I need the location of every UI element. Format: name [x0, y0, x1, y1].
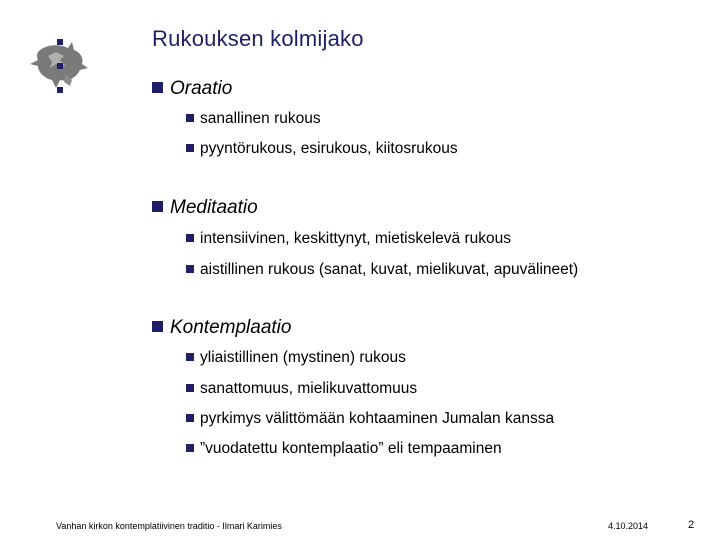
bullet-item: sanallinen rukous: [186, 110, 321, 128]
square-bullet-icon: [186, 265, 194, 273]
bullet-item: pyyntörukous, esirukous, kiitosrukous: [186, 140, 458, 158]
square-bullet-icon: [186, 444, 194, 452]
square-bullet-icon: [186, 114, 194, 122]
footer-left-text: Vanhan kirkon kontemplatiivinen traditio - Ilmari Karimies: [56, 521, 282, 531]
square-bullet-icon: [186, 144, 194, 152]
bullet-item: yliaistillinen (mystinen) rukous: [186, 349, 406, 367]
square-bullet-icon: [186, 414, 194, 422]
bullet-item: aistillinen rukous (sanat, kuvat, mielikuvat, apuvälineet): [186, 261, 578, 279]
bullet-item: intensiivinen, keskittynyt, mietiskelevä rukous: [186, 230, 511, 248]
bullet-item: pyrkimys välittömään kohtaaminen Jumalan kanssa: [186, 410, 554, 428]
logo-dot-middle: [57, 63, 63, 69]
slide-title: Rukouksen kolmijako: [152, 26, 364, 51]
section-heading-oraatio: Oraatio: [152, 78, 232, 100]
square-bullet-icon: [152, 82, 163, 93]
square-bullet-icon: [186, 384, 194, 392]
section-heading-meditaatio: Meditaatio: [152, 197, 258, 219]
logo-dot-top: [57, 39, 63, 45]
page-number: 2: [688, 519, 695, 531]
footer-date: 4.10.2014: [608, 521, 649, 531]
square-bullet-icon: [152, 201, 163, 212]
square-bullet-icon: [186, 353, 194, 361]
square-bullet-icon: [186, 234, 194, 242]
square-bullet-icon: [152, 321, 163, 332]
section-heading-kontemplaatio: Kontemplaatio: [152, 317, 291, 339]
bullet-item: ”vuodatettu kontemplaatio” eli tempaaminen: [186, 440, 502, 458]
logo-dot-bottom: [57, 87, 63, 93]
bullet-item: sanattomuus, mielikuvattomuus: [186, 380, 417, 398]
